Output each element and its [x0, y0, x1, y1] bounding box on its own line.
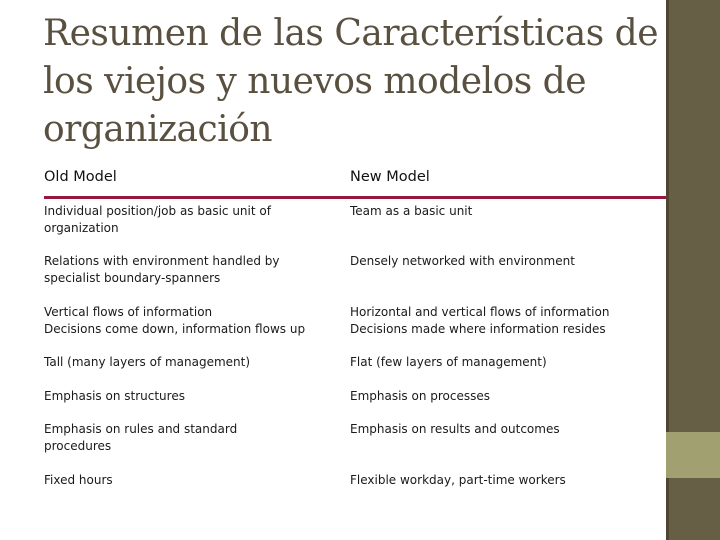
old-model-cell: Emphasis on structures — [44, 389, 185, 403]
table-row — [44, 421, 664, 455]
new-model-cell: Team as a basic unit — [350, 204, 473, 218]
header-divider — [44, 196, 666, 199]
table-row — [44, 253, 664, 287]
new-model-cell: Horizontal and vertical flows of information Decisions made where information resides — [350, 305, 610, 336]
comparison-table-header — [44, 160, 664, 194]
table-row — [44, 203, 664, 237]
header-row — [44, 160, 664, 194]
table-row — [44, 354, 664, 371]
new-model-cell: Flat (few layers of management) — [350, 355, 547, 369]
old-model-cell: Fixed hours — [44, 473, 113, 487]
new-model-cell: Flexible workday, part-time workers — [350, 473, 566, 487]
table-row — [44, 304, 664, 338]
new-model-cell: Densely networked with environment — [350, 254, 575, 268]
header-new-model: New Model — [350, 169, 430, 185]
old-model-cell: Vertical flows of information Decisions come down, information flows up — [44, 305, 306, 336]
new-model-cell: Emphasis on results and outcomes — [350, 422, 560, 436]
header-old-model: Old Model — [44, 169, 117, 185]
table-row — [44, 472, 664, 489]
old-model-cell: Tall (many layers of management) — [44, 355, 251, 369]
old-model-cell: Emphasis on rules and standard procedures — [44, 422, 238, 453]
old-model-cell: Relations with environment handled by specialist boundary-spanners — [44, 254, 280, 285]
sidebar-accent-block — [666, 432, 720, 478]
new-model-cell: Emphasis on processes — [350, 389, 491, 403]
slide-title: Resumen de las Características de los viejos y nuevos modelos de organización — [43, 13, 659, 150]
table-row — [44, 388, 664, 405]
old-model-cell: Individual position/job as basic unit of organization — [44, 204, 271, 235]
